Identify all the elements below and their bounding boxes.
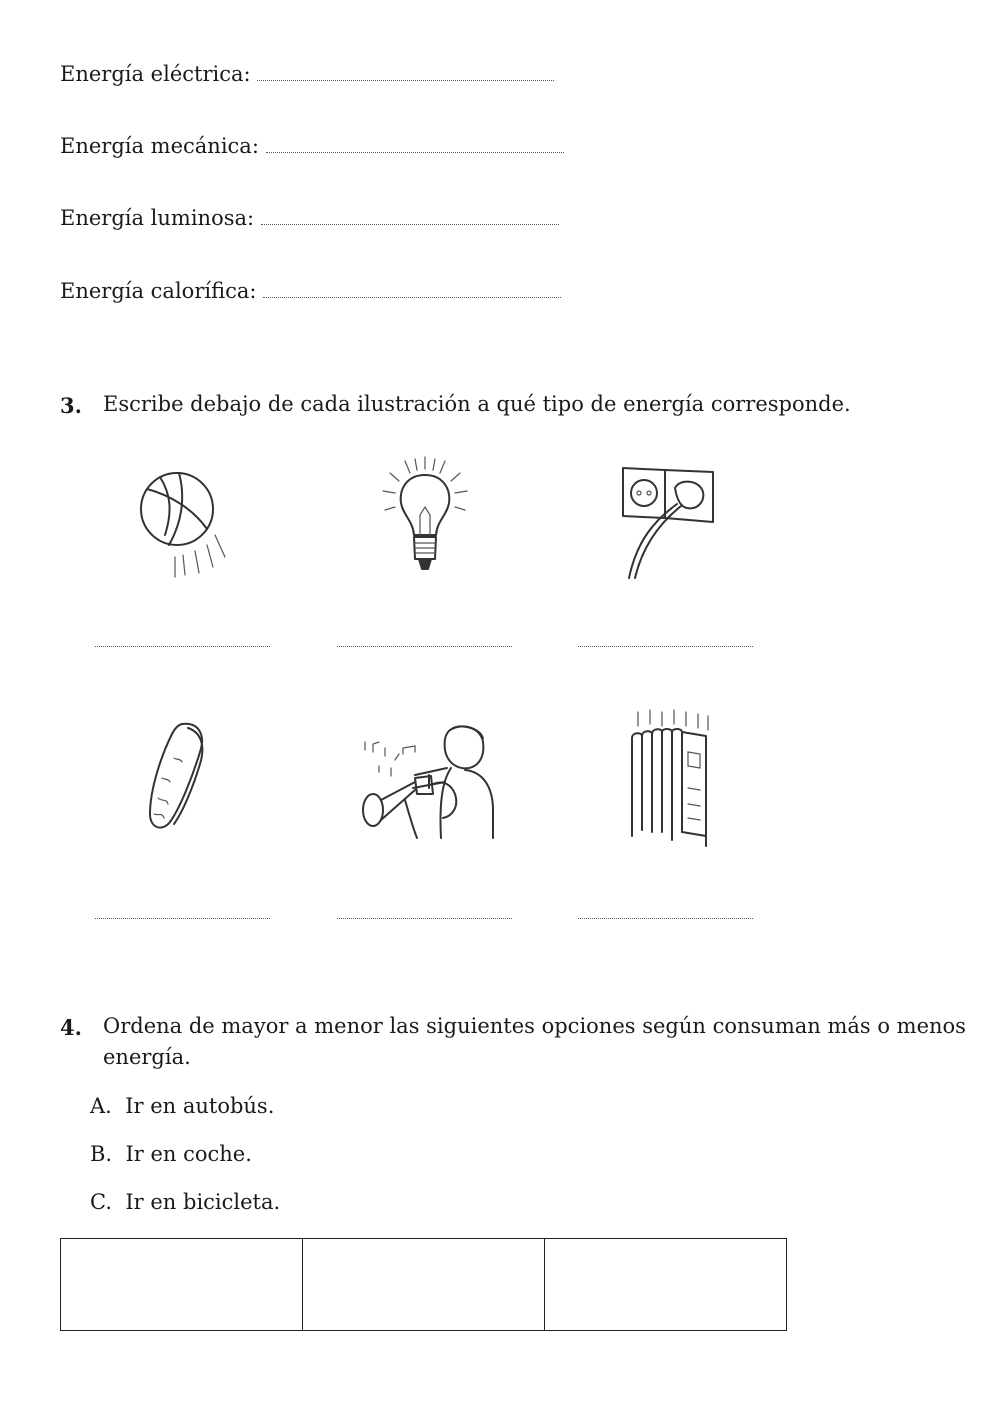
answer-blank[interactable] — [266, 151, 564, 153]
option-c — [90, 1190, 280, 1214]
energy-label: Energía mecánica: — [60, 134, 259, 158]
option-text: Ir en bicicleta. — [125, 1190, 281, 1214]
question-text-line2: energía. — [103, 1045, 191, 1069]
lightbulb-icon — [375, 455, 475, 580]
answer-blank[interactable] — [337, 917, 512, 919]
order-answer-table — [60, 1238, 787, 1331]
radiator-icon — [620, 708, 720, 858]
question-text-line1: Ordena de mayor a menor las siguientes opciones según consuman más o menos — [103, 1014, 966, 1038]
answer-blank[interactable] — [578, 917, 753, 919]
energy-line-calorifica — [60, 279, 561, 303]
order-cell[interactable] — [61, 1239, 303, 1330]
energy-line-mecanica — [60, 134, 564, 158]
option-text: Ir en coche. — [125, 1142, 252, 1166]
answer-blank[interactable] — [337, 645, 512, 647]
question-number: 3. — [60, 393, 82, 418]
option-b — [90, 1142, 252, 1166]
question-number: 4. — [60, 1015, 82, 1040]
option-letter: C. — [90, 1190, 112, 1214]
answer-blank[interactable] — [261, 223, 559, 225]
answer-blank[interactable] — [578, 645, 753, 647]
energy-label: Energía luminosa: — [60, 206, 255, 230]
option-text: Ir en autobús. — [125, 1094, 275, 1118]
answer-blank[interactable] — [95, 917, 270, 919]
energy-label: Energía eléctrica: — [60, 62, 251, 86]
option-a — [90, 1094, 274, 1118]
power-outlet-icon — [615, 460, 725, 585]
trumpet-player-icon — [355, 720, 500, 845]
order-cell[interactable] — [303, 1239, 545, 1330]
answer-blank[interactable] — [95, 645, 270, 647]
question-text: Escribe debajo de cada ilustración a qué tipo de energía corresponde. — [103, 392, 851, 416]
order-cell[interactable] — [545, 1239, 786, 1330]
energy-line-electrica — [60, 62, 554, 86]
option-letter: A. — [90, 1094, 112, 1118]
sandwich-icon — [140, 718, 220, 833]
energy-line-luminosa — [60, 206, 559, 230]
energy-label: Energía calorífica: — [60, 279, 257, 303]
option-letter: B. — [90, 1142, 113, 1166]
answer-blank[interactable] — [263, 296, 561, 298]
ball-icon — [135, 465, 245, 590]
answer-blank[interactable] — [257, 79, 554, 81]
